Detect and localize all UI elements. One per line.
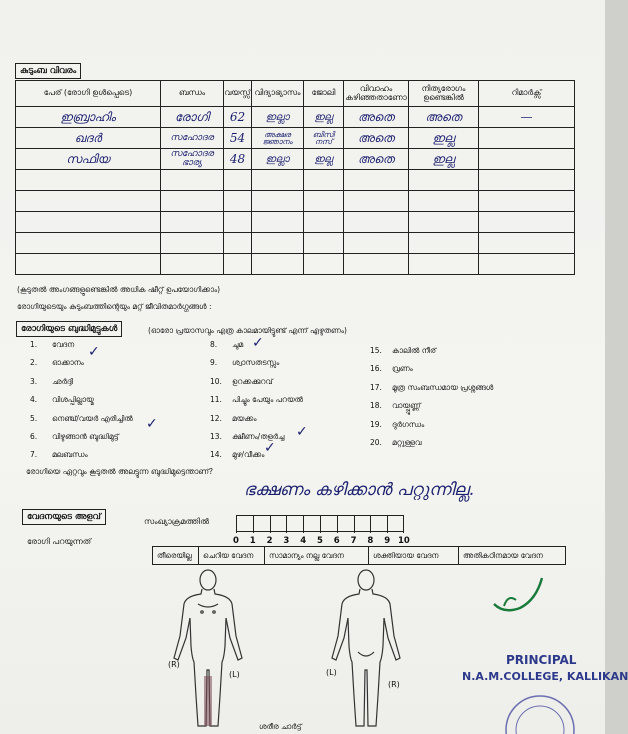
symptom-item: [210, 377, 273, 387]
symptom-label: ഉറക്കക്കുറവ്: [232, 376, 273, 386]
col-header-name: പേര് (രോഗി ഉൾപ്പെടെ): [16, 81, 161, 107]
symptom-label: മറ്റുള്ളവ: [392, 438, 422, 447]
stamp-principal: PRINCIPAL: [506, 653, 577, 667]
symptom-label: മൂത്ര സംബന്ധമായ പ്രശ്നങ്ങൾ: [392, 382, 494, 392]
symptom-item: [210, 414, 256, 424]
cell-name: സഫിയ: [16, 149, 161, 170]
check-mark-icon: ✓: [252, 335, 264, 351]
cell-job: ഇല്ല: [304, 149, 344, 170]
numeric-scale-label: സംഖ്യാക്രമത്തിൽ: [144, 517, 210, 526]
symptom-item: [370, 420, 424, 430]
cell-remarks: [479, 128, 575, 149]
scale-tick: [236, 516, 237, 533]
cell-education: ഇല്ലാ: [252, 149, 304, 170]
pain-descriptor: അതികഠിനമായ വേദന: [463, 550, 543, 560]
symptom-number: 4.: [30, 395, 38, 405]
check-mark-icon: ✓: [264, 440, 276, 456]
main-difficulty-answer: ഭക്ഷണം കഴിക്കാൻ പറ്റുന്നില്ല.: [244, 480, 475, 500]
symptom-item: [30, 450, 88, 460]
cell-job: ബിസി നസ്: [304, 128, 344, 149]
table-row-empty: [16, 254, 575, 275]
col-header-job: ജോലി: [304, 81, 344, 107]
symptom-number: 19.: [370, 419, 382, 429]
symptom-label: മയക്കം: [232, 413, 257, 423]
cell-disease: ഇല്ല: [409, 128, 479, 149]
body-chart-caption: ശരീര ചാർട്ട്: [259, 722, 302, 731]
symptom-item: [30, 432, 119, 442]
check-mark-icon: ✓: [88, 344, 100, 360]
scale-tick: [354, 516, 355, 533]
symptom-label: വ്രണം: [392, 364, 413, 374]
cell-remarks: [479, 149, 575, 170]
symptom-item: [370, 438, 421, 448]
symptom-label: വിശപ്പില്ലായ്മ: [52, 395, 94, 405]
symptom-label: വിഴുങ്ങാൻ ബുദ്ധിമുട്ട്: [52, 432, 119, 441]
pain-descriptor: ശക്തിയായ വേദന: [369, 547, 459, 564]
symptom-number: 12.: [210, 413, 222, 423]
scale-tick: [320, 516, 321, 533]
pain-descriptor: സാമാന്യം നല്ല വേദന: [265, 547, 369, 564]
scale-number: 5: [317, 536, 323, 546]
symptom-item: [210, 395, 303, 405]
symptom-item: [210, 340, 243, 350]
symptom-number: 11.: [210, 395, 222, 405]
scale-number: 6: [333, 536, 340, 546]
symptom-label: പിച്ചും പേയും പറയൽ: [232, 395, 303, 405]
symptom-number: 6.: [30, 432, 38, 441]
symptom-label: മുഴ/വീക്കം: [232, 450, 265, 460]
symptom-label: ചുമ: [232, 340, 244, 349]
symptom-label: മലബന്ധം: [52, 450, 88, 460]
college-seal-icon: [500, 686, 580, 734]
check-mark-icon: ✓: [146, 416, 158, 432]
family-section-title: കുടുംബ വിവരം: [15, 63, 81, 79]
stamp-college: N.A.M.COLLEGE, KALLIKAN: [462, 670, 628, 683]
symptom-label: ക്ഷീണം/തളർച്ച: [232, 432, 285, 441]
scale-number: 1: [249, 536, 256, 546]
symptom-label: നെഞ്ച്/വയർ എരിച്ചിൽ: [52, 413, 133, 423]
symptom-item: [370, 401, 421, 411]
pain-descriptor-row: [152, 546, 566, 565]
symptom-number: 8.: [210, 340, 218, 349]
scale-tick: [387, 516, 388, 533]
body-front-left-label: (L): [229, 670, 240, 679]
symptom-item: [370, 346, 436, 356]
family-footnote: (കൂടുതൽ അംഗങ്ങളുണ്ടെങ്കിൽ അധിക ഷീറ്റ് ഉപയോഗിക്കാം): [17, 285, 221, 294]
symptom-item: [210, 450, 264, 460]
symptom-number: 15.: [370, 346, 382, 355]
symptom-number: 14.: [210, 450, 222, 460]
col-header-relation: ബന്ധം: [161, 81, 224, 107]
symptom-label: വായ്പ്പുണ്ണ്: [392, 401, 421, 411]
symptom-label: ഛർദ്ദി: [52, 376, 74, 386]
body-front-right-label: (R): [168, 660, 180, 669]
symptoms-section-title: രോഗിയുടെ ബുദ്ധിമുട്ടുകൾ: [16, 321, 122, 337]
patient-says-label: രോഗി പറയുന്നത്: [27, 537, 92, 546]
symptom-number: 5.: [30, 413, 38, 423]
symptom-label: ഓക്കാനം: [52, 358, 84, 368]
cell-name: ഇബ്രാഹിം: [16, 107, 161, 128]
symptom-number: 2.: [30, 358, 38, 368]
body-front-figure: [168, 566, 248, 731]
symptom-label: ദുർഗന്ധം: [392, 419, 425, 429]
scale-tick: [303, 516, 304, 533]
symptom-item: [30, 377, 73, 387]
table-row-empty: [16, 212, 575, 233]
symptom-number: 17.: [370, 382, 382, 392]
scale-number: 3: [283, 536, 290, 546]
symptom-number: 16.: [370, 364, 382, 374]
scale-tick: [253, 516, 254, 533]
symptom-item: [370, 383, 493, 393]
scale-tick: [286, 516, 287, 533]
symptom-number: 13.: [210, 432, 222, 441]
scale-tick: [403, 516, 404, 533]
symptom-number: 1.: [30, 340, 38, 349]
scale-tick: [337, 516, 338, 533]
table-header-row: [16, 81, 575, 107]
body-back-figure: [326, 566, 406, 731]
scale-number: 7: [350, 536, 357, 546]
symptom-label: വേദന: [52, 340, 75, 349]
cell-relation: രോഗി: [161, 107, 224, 128]
symptom-number: 3.: [30, 376, 38, 386]
pain-descriptor: ചെറിയ വേദന: [199, 547, 265, 564]
cell-job: ഇല്ല: [304, 107, 344, 128]
table-row: [16, 149, 575, 170]
scale-tick: [370, 516, 371, 533]
symptom-number: 9.: [210, 358, 218, 368]
body-back-left-label: (L): [326, 668, 337, 677]
table-row: [16, 128, 575, 149]
scale-number: 2: [266, 536, 273, 546]
symptom-label: കാലിൽ നീര്: [392, 346, 437, 355]
cell-disease: അതെ: [409, 107, 479, 128]
symptom-item: [30, 395, 94, 405]
cell-education: അക്ഷര ജ്ഞാനം: [252, 128, 304, 149]
cell-married: അതെ: [344, 107, 409, 128]
family-table: [15, 80, 575, 275]
symptom-number: 18.: [370, 401, 382, 411]
symptom-item: [370, 364, 413, 374]
cell-relation: സഹോദര: [161, 128, 224, 149]
col-header-married: വിവാഹം കഴിഞ്ഞതാണോ: [344, 81, 409, 107]
scale-number: 8: [367, 536, 374, 546]
cell-age: 54: [224, 128, 252, 149]
symptom-number: 20.: [370, 438, 382, 447]
check-mark-icon: ✓: [296, 424, 308, 440]
cell-married: അതെ: [344, 128, 409, 149]
cell-education: ഇല്ലാ: [252, 107, 304, 128]
symptom-item: [210, 358, 279, 368]
cell-married: അതെ: [344, 149, 409, 170]
col-header-education: വിദ്യാഭ്യാസം: [252, 81, 304, 107]
symptom-number: 7.: [30, 450, 38, 460]
col-header-disease: നിത്യരോഗം ഉണ്ടെങ്കിൽ: [409, 81, 479, 107]
pain-scale-bar: [236, 515, 404, 532]
pain-section-title: വേദനയുടെ അളവ്: [22, 509, 106, 525]
cell-disease: ഇല്ല: [409, 149, 479, 170]
col-header-remarks: റിമാർക്സ്: [479, 81, 575, 107]
pain-descriptor: തീരെയില്ല: [153, 547, 199, 564]
table-row-empty: [16, 233, 575, 254]
symptom-item: [30, 414, 133, 424]
table-row-empty: [16, 191, 575, 212]
cell-age: 48: [224, 149, 252, 170]
cell-name: ഖദർ: [16, 128, 161, 149]
scale-tick: [270, 516, 271, 533]
symptoms-subtitle: (ഓരോ പ്രയാസവും എത്ര കാലമായിട്ടുണ്ട് എന്ന് എഴുതണം): [148, 326, 347, 335]
col-header-age: വയസ്സ്: [224, 81, 252, 107]
cell-remarks: —: [479, 107, 575, 128]
symptom-item: [30, 340, 74, 350]
symptom-number: 10.: [210, 376, 222, 386]
symptom-item: [30, 358, 84, 368]
table-row-empty: [16, 170, 575, 191]
livelihood-label: രോഗിയുടെയും കുടുംബത്തിന്റെയും മറ്റ് ജീവിതമാർഗ്ഗങ്ങൾ :: [17, 302, 212, 311]
table-row: [16, 107, 575, 128]
body-back-right-label: (R): [388, 680, 400, 689]
symptom-label: ശ്വാസതടസ്സം: [232, 358, 280, 368]
scale-number: 10: [398, 536, 410, 546]
main-difficulty-question: രോഗിയെ ഏറ്റവും കൂടുതൽ അലട്ടുന്ന ബുദ്ധിമുട്ടെന്താണ്?: [26, 467, 213, 476]
handwritten-mark-icon: [490, 570, 550, 620]
cell-age: 62: [224, 107, 252, 128]
scale-number: 0: [233, 536, 239, 546]
scale-number: 9: [384, 536, 391, 546]
cell-relation: സഹോദര ഭാര്യ: [161, 149, 224, 170]
scale-number: 4: [300, 536, 307, 546]
